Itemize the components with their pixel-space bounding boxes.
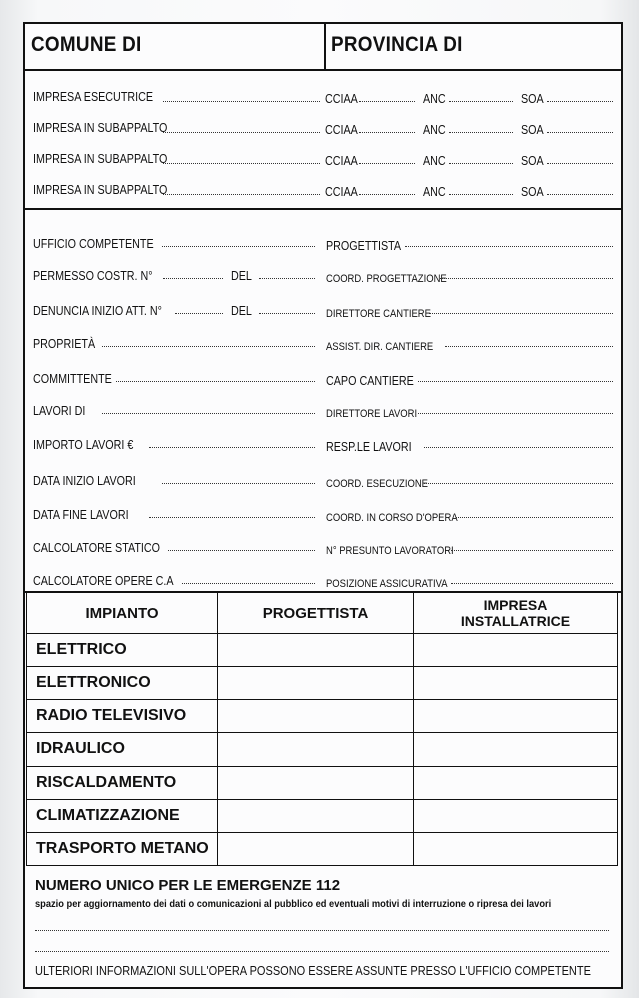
fill-line bbox=[259, 312, 315, 314]
right-label: RESP.LE LAVORI bbox=[326, 440, 412, 454]
impresa-label: IMPRESA IN SUBAPPALTO bbox=[33, 183, 168, 197]
del-label: DEL bbox=[231, 304, 252, 318]
progettista-cell bbox=[218, 766, 414, 799]
fill-line bbox=[451, 549, 613, 551]
fill-line bbox=[359, 131, 415, 133]
anc-label: ANC bbox=[423, 154, 446, 168]
fill-line bbox=[405, 245, 613, 247]
fill-line bbox=[149, 446, 315, 448]
progettista-cell bbox=[218, 799, 414, 832]
right-label: COORD. PROGETTAZIONE bbox=[326, 273, 447, 285]
left-label: CALCOLATORE STATICO bbox=[33, 541, 161, 555]
left-label: CALCOLATORE OPERE C.A bbox=[33, 574, 174, 588]
fill-line bbox=[168, 549, 315, 551]
header-divider bbox=[324, 24, 326, 69]
header-impresa-installatrice bbox=[414, 593, 618, 634]
fill-line bbox=[440, 277, 613, 279]
fill-line bbox=[163, 100, 320, 102]
soa-label: SOA bbox=[521, 185, 544, 199]
dettaglio-row bbox=[25, 368, 621, 388]
left-label: COMMITTENTE bbox=[33, 372, 112, 386]
progettista-cell bbox=[218, 634, 414, 667]
fill-line bbox=[418, 412, 613, 414]
fill-line bbox=[424, 446, 613, 448]
dettaglio-row bbox=[25, 470, 621, 490]
impresa-cell bbox=[414, 733, 618, 766]
dettaglio-row bbox=[25, 504, 621, 524]
right-label: CAPO CANTIERE bbox=[326, 374, 414, 388]
impresa-cell bbox=[414, 766, 618, 799]
form-frame bbox=[23, 22, 623, 989]
impresa-cell bbox=[414, 700, 618, 733]
update-line bbox=[35, 950, 609, 952]
update-line bbox=[35, 929, 609, 931]
fill-line bbox=[163, 162, 320, 164]
impianto-name: TRASPORTO METANO bbox=[27, 832, 218, 865]
dettaglio-row bbox=[25, 400, 621, 420]
impresa-row bbox=[25, 148, 621, 168]
impianto-row bbox=[27, 733, 618, 766]
impresa-cell bbox=[414, 799, 618, 832]
dettaglio-row bbox=[25, 570, 621, 590]
impianti-body bbox=[27, 634, 618, 866]
header-impianto: IMPIANTO bbox=[27, 593, 218, 634]
update-note: spazio per aggiornamento dei dati o comunicazioni al pubblico ed eventuali motivi di interruzione o ripresa dei lavori bbox=[35, 899, 552, 910]
dettaglio-row bbox=[25, 233, 621, 253]
fill-line bbox=[449, 131, 513, 133]
dettaglio-row bbox=[25, 265, 621, 285]
right-label: POSIZIONE ASSICURATIVA bbox=[326, 578, 448, 590]
impresa-row bbox=[25, 179, 621, 199]
dettaglio-row bbox=[25, 537, 621, 557]
cciaa-label: CCIAA bbox=[325, 92, 358, 106]
fill-line bbox=[547, 100, 613, 102]
dettaglio-row bbox=[25, 300, 621, 320]
fill-line bbox=[547, 193, 613, 195]
progettista-cell bbox=[218, 733, 414, 766]
right-label: DIRETTORE CANTIERE bbox=[326, 308, 431, 320]
del-label: DEL bbox=[231, 269, 252, 283]
left-label: PROPRIETÀ bbox=[33, 337, 96, 351]
fill-line bbox=[102, 345, 315, 347]
impianto-name: IDRAULICO bbox=[27, 733, 218, 766]
impianto-name: RADIO TELEVISIVO bbox=[27, 700, 218, 733]
fill-line bbox=[163, 277, 223, 279]
fill-line bbox=[116, 380, 315, 382]
impresa-label: IMPRESA ESECUTRICE bbox=[33, 90, 154, 104]
impianto-row bbox=[27, 799, 618, 832]
impianto-row bbox=[27, 700, 618, 733]
fill-line bbox=[418, 380, 613, 382]
fill-line bbox=[451, 582, 613, 584]
fill-line bbox=[175, 312, 223, 314]
progettista-cell bbox=[218, 667, 414, 700]
soa-label: SOA bbox=[521, 123, 544, 137]
impianto-row bbox=[27, 667, 618, 700]
impresa-row bbox=[25, 86, 621, 106]
fill-line bbox=[359, 193, 415, 195]
cciaa-label: CCIAA bbox=[325, 154, 358, 168]
impianto-name: ELETTRICO bbox=[27, 634, 218, 667]
left-label: IMPORTO LAVORI € bbox=[33, 438, 134, 452]
fill-line bbox=[445, 345, 613, 347]
left-label: PERMESSO COSTR. N° bbox=[33, 269, 153, 283]
fill-line bbox=[259, 277, 315, 279]
anc-label: ANC bbox=[423, 185, 446, 199]
fill-line bbox=[424, 482, 613, 484]
impresa-cell bbox=[414, 667, 618, 700]
fill-line bbox=[102, 412, 315, 414]
impianto-name: RISCALDAMENTO bbox=[27, 766, 218, 799]
fill-line bbox=[547, 131, 613, 133]
header-installatrice-line: INSTALLATRICE bbox=[460, 613, 571, 629]
fill-line bbox=[182, 582, 315, 584]
header-progettista: PROGETTISTA bbox=[218, 593, 414, 634]
section-divider bbox=[25, 208, 621, 210]
soa-label: SOA bbox=[521, 92, 544, 106]
left-label: LAVORI DI bbox=[33, 404, 86, 418]
fill-line bbox=[359, 100, 415, 102]
fill-line bbox=[162, 482, 315, 484]
right-label: DIRETTORE LAVORI bbox=[326, 408, 418, 420]
footer-info: ULTERIORI INFORMAZIONI SULL'OPERA POSSONO ESSERE ASSUNTE PRESSO L'UFFICIO COMPETENTE bbox=[35, 964, 591, 978]
impresa-cell bbox=[414, 832, 618, 865]
fill-line bbox=[162, 245, 315, 247]
emergency-number: NUMERO UNICO PER LE EMERGENZE 112 bbox=[35, 877, 341, 894]
left-label: DATA INIZIO LAVORI bbox=[33, 474, 136, 488]
fill-line bbox=[456, 516, 613, 518]
soa-label: SOA bbox=[521, 154, 544, 168]
impresa-row bbox=[25, 117, 621, 137]
dettaglio-row bbox=[25, 333, 621, 353]
comune-label: COMUNE DI bbox=[31, 33, 142, 56]
header bbox=[25, 24, 621, 71]
impresa-label: IMPRESA IN SUBAPPALTO bbox=[33, 152, 168, 166]
progettista-cell bbox=[218, 700, 414, 733]
dettaglio-row bbox=[25, 434, 621, 454]
impresa-cell bbox=[414, 634, 618, 667]
anc-label: ANC bbox=[423, 123, 446, 137]
impianto-name: CLIMATIZZAZIONE bbox=[27, 799, 218, 832]
right-label: ASSIST. DIR. CANTIERE bbox=[326, 341, 434, 353]
left-label: DENUNCIA INIZIO ATT. N° bbox=[33, 304, 162, 318]
left-label: DATA FINE LAVORI bbox=[33, 508, 129, 522]
fill-line bbox=[149, 516, 315, 518]
impianto-row bbox=[27, 832, 618, 865]
header-impresa-line: IMPRESA bbox=[483, 597, 548, 613]
impianto-row bbox=[27, 766, 618, 799]
right-label: COORD. IN CORSO D'OPERA bbox=[326, 512, 458, 524]
right-label: N° PRESUNTO LAVORATORI bbox=[326, 545, 454, 557]
fill-line bbox=[359, 162, 415, 164]
right-label: PROGETTISTA bbox=[326, 239, 402, 253]
right-label: COORD. ESECUZIONE bbox=[326, 478, 428, 490]
provincia-label: PROVINCIA DI bbox=[331, 33, 463, 56]
impianto-name: ELETTRONICO bbox=[27, 667, 218, 700]
impianti-table bbox=[26, 592, 618, 866]
fill-line bbox=[449, 193, 513, 195]
cciaa-label: CCIAA bbox=[325, 123, 358, 137]
fill-line bbox=[163, 131, 320, 133]
fill-line bbox=[163, 193, 320, 195]
anc-label: ANC bbox=[423, 92, 446, 106]
left-label: UFFICIO COMPETENTE bbox=[33, 237, 154, 251]
impresa-label: IMPRESA IN SUBAPPALTO bbox=[33, 121, 168, 135]
progettista-cell bbox=[218, 832, 414, 865]
fill-line bbox=[449, 100, 513, 102]
cciaa-label: CCIAA bbox=[325, 185, 358, 199]
impianto-row bbox=[27, 634, 618, 667]
fill-line bbox=[547, 162, 613, 164]
fill-line bbox=[429, 312, 613, 314]
fill-line bbox=[449, 162, 513, 164]
